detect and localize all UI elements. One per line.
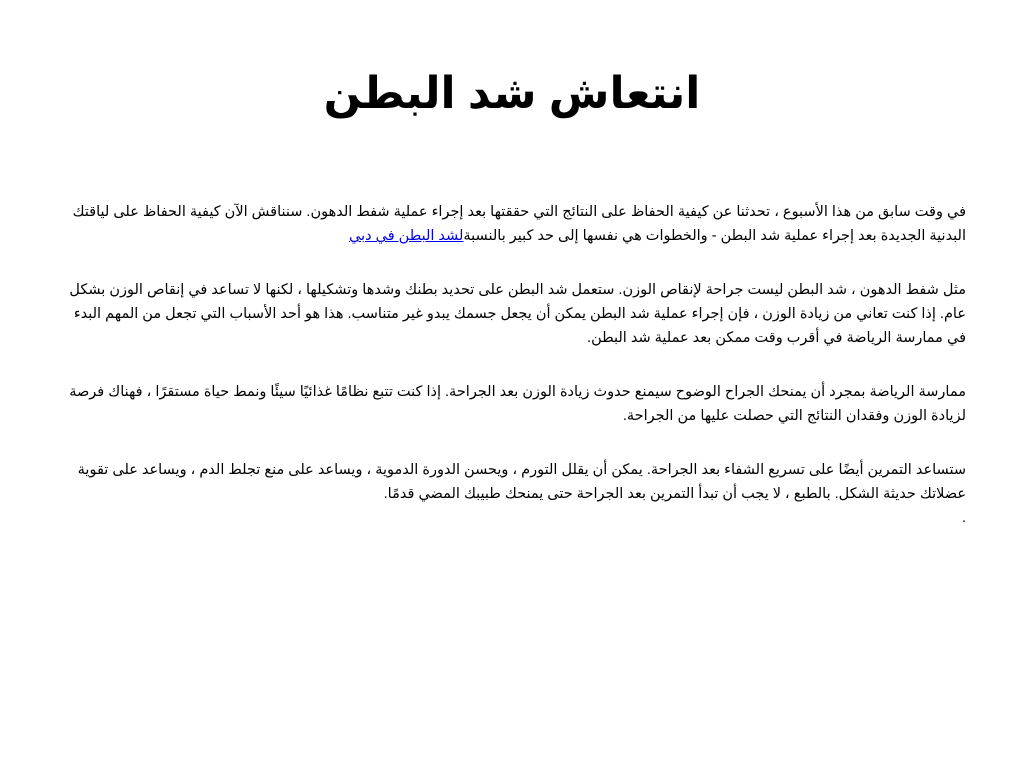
paragraph-4: ستساعد التمرين أيضًا على تسريع الشفاء بعد الجراحة. يمكن أن يقلل التورم ، ويحسن الدورة الدموية ، ويساعد على منع تجلط الدم ، ويساعد على تقوية عضلاتك حديثة الشكل. بالطبع ، لا يجب أن تبدأ التمرين بعد الجراحة حتى يمنحك طبيبك المضي قدمًا. [77,462,966,502]
trailing-dot: . [961,510,966,526]
paragraph-1-text: في وقت سابق من هذا الأسبوع ، تحدثنا عن كيفية الحفاظ على النتائج التي حققتها بعد إجراء عملية شفط الدهون. سنناقش الآن كيفية الحفاظ على لياقتك البدنية الجديدة بعد إجراء عملية شد البطن - والخطوات هي نفسها إلى حد كبير بالنسبة [72,204,966,244]
tummy-tuck-dubai-link[interactable]: لشد البطن في دبي [349,228,464,244]
page-title: انتعاش شد البطن [323,69,701,118]
paragraph-1 [62,200,966,248]
article-body [62,200,966,530]
paragraph-2: مثل شفط الدهون ، شد البطن ليست جراحة لإنقاص الوزن. ستعمل شد البطن على تحديد بطنك وشدها وتشكيلها ، لكنها لا تساعد في إنقاص الوزن بشكل عام. إذا كنت تعاني من زيادة الوزن ، فإن إجراء عملية شد البطن يمكن أن يجعل جسمك يبدو غير متناسب. هذا هو أحد الأسباب التي تجعل من المهم البدء في ممارسة الرياضة في أقرب وقت ممكن بعد عملية شد البطن. [69,282,966,346]
paragraph-3: ممارسة الرياضة بمجرد أن يمنحك الجراح الوضوح سيمنع حدوث زيادة الوزن بعد الجراحة. إذا كنت تتبع نظامًا غذائيًا سيئًا ونمط حياة مستقرًا ، فهناك فرصة لزيادة الوزن وفقدان النتائج التي حصلت عليها من الجراحة. [69,384,966,424]
